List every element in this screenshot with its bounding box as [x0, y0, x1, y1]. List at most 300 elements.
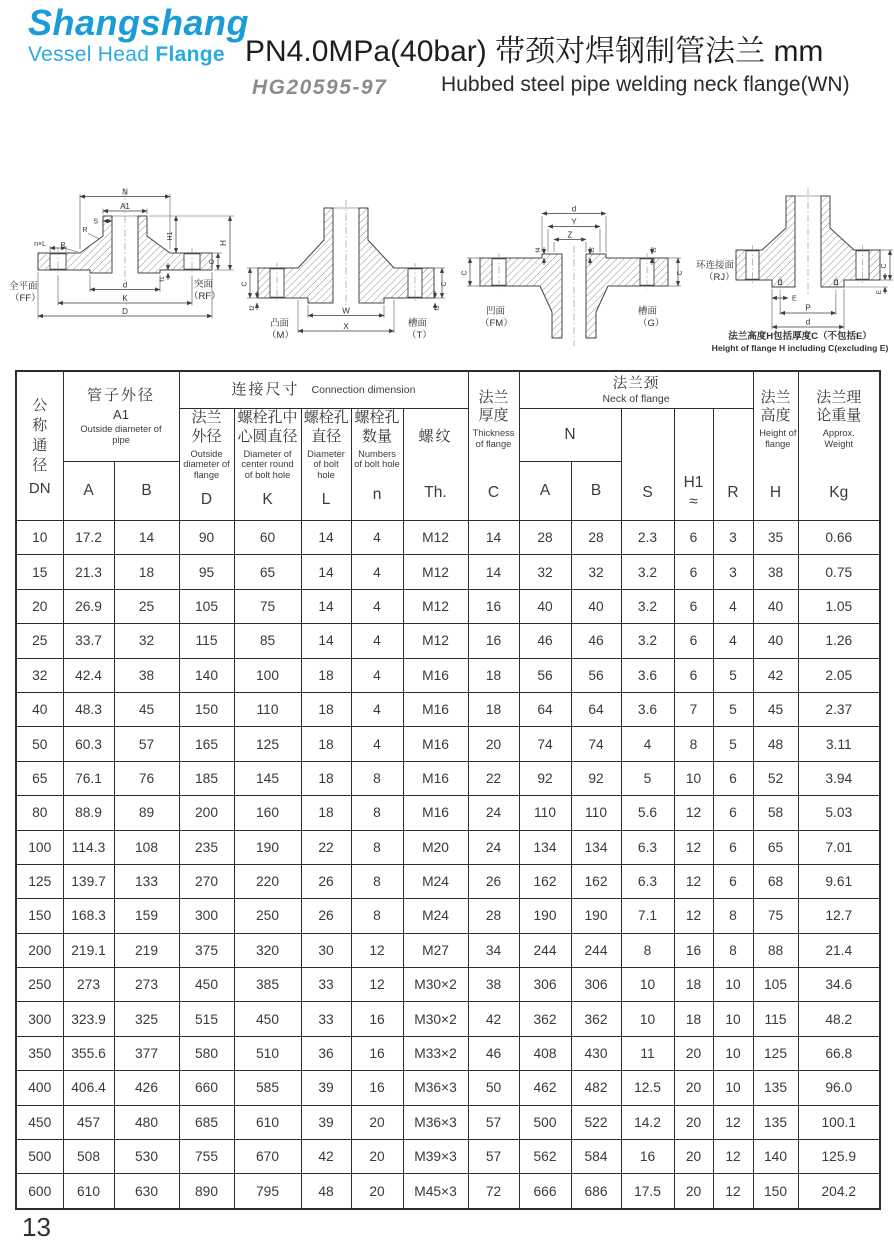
table-cell: 68 — [753, 864, 798, 898]
col-header-bolt-circle — [234, 409, 301, 521]
table-cell: 7 — [674, 692, 713, 726]
face-label-rf-code: （RF） — [189, 291, 221, 302]
table-cell: 50 — [16, 727, 63, 761]
table-cell: 20 — [351, 1140, 403, 1174]
table-cell: 12.7 — [798, 899, 880, 933]
table-cell: 6 — [674, 624, 713, 658]
table-cell: 3.6 — [621, 658, 674, 692]
drawing-rj — [696, 186, 894, 363]
neck-r-symbol: R — [727, 483, 739, 501]
table-cell: 11 — [621, 1036, 674, 1070]
table-cell: 159 — [114, 899, 179, 933]
thickness-symbol: C — [487, 483, 500, 501]
face-label-ff: 全平面 — [9, 281, 38, 292]
table-cell: 10 — [621, 968, 674, 1002]
table-cell: M30×2 — [403, 1002, 468, 1036]
table-row — [16, 796, 880, 830]
table-cell: 36 — [301, 1036, 351, 1070]
table-cell: 18 — [301, 658, 351, 692]
height-label-zh: 法兰高度 — [760, 388, 791, 425]
table-cell: 5.6 — [621, 796, 674, 830]
table-cell: 244 — [519, 933, 571, 967]
table-cell: 580 — [179, 1036, 234, 1070]
table-cell: 273 — [114, 968, 179, 1002]
table-cell: 16 — [674, 933, 713, 967]
table-row — [16, 899, 880, 933]
table-cell: 10 — [621, 1002, 674, 1036]
bolt-circle-symbol: K — [262, 490, 273, 508]
table-cell: 25 — [16, 624, 63, 658]
table-cell: 5 — [713, 658, 753, 692]
table-cell: 168.3 — [63, 899, 114, 933]
table-cell: 16 — [351, 1071, 403, 1105]
table-cell: 16 — [351, 1002, 403, 1036]
table-cell: 32 — [571, 555, 621, 589]
table-cell: 58 — [753, 796, 798, 830]
table-cell: 10 — [713, 1036, 753, 1070]
table-cell: 585 — [234, 1071, 301, 1105]
table-row — [16, 1140, 880, 1174]
table-cell: M16 — [403, 692, 468, 726]
table-cell: 630 — [114, 1174, 179, 1209]
dim-label-Z: Z — [567, 230, 573, 240]
table-cell: 46 — [468, 1036, 519, 1070]
bolt-circle-label-en: Diameter of center round of bolt hole — [241, 448, 294, 480]
table-cell: 562 — [519, 1140, 571, 1174]
table-cell: 5 — [621, 761, 674, 795]
table-cell: 12 — [674, 864, 713, 898]
table-cell: 24 — [468, 830, 519, 864]
col-header-dn — [16, 371, 63, 521]
table-cell: 462 — [519, 1071, 571, 1105]
table-cell: 75 — [234, 589, 301, 623]
table-cell: 48 — [753, 727, 798, 761]
col-header-flange-od — [179, 409, 234, 521]
dim-label-f2: f2 — [249, 305, 256, 311]
table-cell: 56 — [519, 658, 571, 692]
height-symbol: H — [769, 483, 782, 501]
table-cell: 48.3 — [63, 692, 114, 726]
connection-label-en: Connection dimension — [311, 384, 416, 396]
table-cell: 72 — [468, 1174, 519, 1209]
flange-spec-table — [15, 370, 881, 1210]
table-cell: M16 — [403, 761, 468, 795]
weight-symbol: Kg — [829, 483, 849, 501]
table-cell: 362 — [571, 1002, 621, 1036]
table-cell: 45 — [114, 692, 179, 726]
table-cell: 40 — [16, 692, 63, 726]
table-cell: 0.75 — [798, 555, 880, 589]
table-cell: 18 — [114, 555, 179, 589]
table-cell: 508 — [63, 1140, 114, 1174]
dim-label-K: K — [122, 294, 128, 303]
logo-subtitle — [28, 43, 249, 67]
table-cell: 4 — [351, 658, 403, 692]
neck-s-symbol: S — [642, 483, 653, 501]
table-cell: 480 — [114, 1105, 179, 1139]
table-cell: 150 — [16, 899, 63, 933]
table-cell: 220 — [234, 864, 301, 898]
table-cell: 105 — [179, 589, 234, 623]
table-cell: 150 — [753, 1174, 798, 1209]
table-cell: 14 — [468, 555, 519, 589]
table-cell: 18 — [468, 692, 519, 726]
table-cell: 2.37 — [798, 692, 880, 726]
table-cell: 17.5 — [621, 1174, 674, 1209]
dim-label-R: R — [82, 227, 88, 234]
table-cell: 33 — [301, 968, 351, 1002]
table-cell: 140 — [179, 658, 234, 692]
table-cell: 6.3 — [621, 830, 674, 864]
table-cell: 323.9 — [63, 1002, 114, 1036]
table-cell: 18 — [301, 727, 351, 761]
dim-label-C: C — [677, 270, 684, 276]
table-cell: 4 — [351, 521, 403, 555]
table-cell: 65 — [234, 555, 301, 589]
dim-label-C: C — [441, 281, 448, 287]
dim-label-C: C — [881, 263, 888, 269]
table-cell: 8 — [351, 796, 403, 830]
table-cell: 32 — [16, 658, 63, 692]
table-cell: 135 — [753, 1105, 798, 1139]
table-cell: 6 — [674, 658, 713, 692]
table-cell: 16 — [351, 1036, 403, 1070]
table-cell: 6.3 — [621, 864, 674, 898]
table-cell: 57 — [468, 1140, 519, 1174]
table-cell: M12 — [403, 521, 468, 555]
table-cell: 450 — [16, 1105, 63, 1139]
table-cell: M33×2 — [403, 1036, 468, 1070]
dim-label-d: d — [571, 204, 577, 214]
table-cell: 20 — [674, 1071, 713, 1105]
table-cell: 500 — [519, 1105, 571, 1139]
drawing-note-zh: 法兰高度H包括厚度C（不包括E） — [728, 331, 872, 342]
table-cell: 0.66 — [798, 521, 880, 555]
table-cell: M20 — [403, 830, 468, 864]
table-cell: 26 — [301, 864, 351, 898]
table-cell: 685 — [179, 1105, 234, 1139]
dim-label-P: P — [805, 303, 811, 313]
thread-symbol: Th. — [424, 483, 447, 501]
table-cell: 300 — [179, 899, 234, 933]
table-cell: 134 — [519, 830, 571, 864]
table-cell: 10 — [713, 968, 753, 1002]
table-cell: 306 — [519, 968, 571, 1002]
table-cell: 3.2 — [621, 555, 674, 589]
table-cell: 7.1 — [621, 899, 674, 933]
table-cell: 17.2 — [63, 521, 114, 555]
table-cell: 610 — [234, 1105, 301, 1139]
table-cell: 755 — [179, 1140, 234, 1174]
table-cell: 18 — [301, 761, 351, 795]
page-subtitle-en: Hubbed steel pipe welding neck flange(WN) — [441, 73, 850, 96]
table-cell: 150 — [179, 692, 234, 726]
col-header-thread — [403, 409, 468, 521]
table-cell: 24 — [468, 796, 519, 830]
table-cell: 522 — [571, 1105, 621, 1139]
table-cell: 20 — [674, 1140, 713, 1174]
table-cell: 42 — [301, 1140, 351, 1174]
table-cell: 4 — [351, 555, 403, 589]
table-cell: 22 — [468, 761, 519, 795]
table-cell: 80 — [16, 796, 63, 830]
table-cell: 76 — [114, 761, 179, 795]
table-cell: 2.3 — [621, 521, 674, 555]
drawing-wn-ff-rf — [8, 186, 238, 335]
table-cell: 430 — [571, 1036, 621, 1070]
neck-label-zh: 法兰颈 — [612, 375, 660, 392]
table-cell: 20 — [351, 1105, 403, 1139]
table-cell: M39×3 — [403, 1140, 468, 1174]
table-row — [16, 692, 880, 726]
table-cell: 355.6 — [63, 1036, 114, 1070]
table-cell: 8 — [713, 899, 753, 933]
table-cell: 40 — [753, 624, 798, 658]
neck-h1-symbol: H1 — [683, 474, 704, 492]
dim-label-f5: f5 — [651, 247, 658, 253]
dim-label-C: C — [241, 281, 249, 287]
table-cell: 6 — [713, 864, 753, 898]
table-cell: 60.3 — [63, 727, 114, 761]
table-cell: 60 — [234, 521, 301, 555]
table-cell: M16 — [403, 727, 468, 761]
neck-h1-approx: ≈ — [689, 493, 698, 510]
table-cell: 34 — [468, 933, 519, 967]
table-cell: 530 — [114, 1140, 179, 1174]
logo-subtitle-bold: Flange — [155, 42, 225, 66]
table-cell: 16 — [468, 589, 519, 623]
dim-label-D: D — [122, 307, 128, 316]
table-cell: 14 — [301, 624, 351, 658]
table-cell: 8 — [351, 830, 403, 864]
table-cell: 584 — [571, 1140, 621, 1174]
table-cell: 40 — [571, 589, 621, 623]
table-cell: 16 — [468, 624, 519, 658]
table-cell: M16 — [403, 796, 468, 830]
table-cell: 10 — [16, 521, 63, 555]
table-cell: 670 — [234, 1140, 301, 1174]
table-cell: 6 — [674, 589, 713, 623]
dim-label-Y: Y — [571, 217, 577, 227]
table-cell: 12 — [674, 899, 713, 933]
table-cell: M24 — [403, 864, 468, 898]
table-cell: 4 — [351, 589, 403, 623]
drawing-m-t — [238, 196, 453, 353]
table-cell: 6 — [674, 521, 713, 555]
page-title: PN4.0MPa(40bar) 带颈对焊钢制管法兰 mm — [245, 35, 824, 68]
table-cell: 4 — [621, 727, 674, 761]
thread-label-zh: 螺纹 — [418, 428, 453, 446]
table-cell: 1.05 — [798, 589, 880, 623]
table-cell: 20 — [674, 1105, 713, 1139]
dim-label-f5: f5 — [589, 247, 596, 253]
face-label-g-code: （G） — [638, 318, 665, 329]
table-cell: 133 — [114, 864, 179, 898]
col-header-neck-b: B — [571, 462, 621, 521]
table-row — [16, 727, 880, 761]
table-cell: 25 — [114, 589, 179, 623]
table-row — [16, 1071, 880, 1105]
table-cell: 3.94 — [798, 761, 880, 795]
table-cell: 18 — [468, 658, 519, 692]
table-row — [16, 1105, 880, 1139]
bolt-hole-dia-symbol: L — [321, 490, 331, 508]
table-cell: M30×2 — [403, 968, 468, 1002]
table-cell: 115 — [179, 624, 234, 658]
dim-label-C: C — [461, 270, 469, 276]
table-cell: 33 — [301, 1002, 351, 1036]
flange-od-label-zh: 法兰外径 — [191, 409, 222, 445]
table-cell: 8 — [713, 933, 753, 967]
col-header-pipe-od — [63, 371, 179, 462]
table-row — [16, 864, 880, 898]
table-row — [16, 589, 880, 623]
dim-label-W: W — [342, 306, 350, 316]
table-cell: 125 — [753, 1036, 798, 1070]
table-cell: 204.2 — [798, 1174, 880, 1209]
table-cell: 57 — [468, 1105, 519, 1139]
table-cell: M45×3 — [403, 1174, 468, 1209]
col-header-pipe-a: A — [63, 462, 114, 521]
table-cell: 660 — [179, 1071, 234, 1105]
table-cell: 10 — [713, 1071, 753, 1105]
table-cell: 162 — [571, 864, 621, 898]
table-cell: 33.7 — [63, 624, 114, 658]
table-cell: 38 — [114, 658, 179, 692]
table-cell: 39 — [301, 1105, 351, 1139]
table-cell: 89 — [114, 796, 179, 830]
dim-label-f3: f3 — [434, 305, 441, 311]
table-cell: 8 — [351, 761, 403, 795]
face-label-g: 槽面 — [638, 306, 658, 317]
table-cell: 600 — [16, 1174, 63, 1209]
table-cell: 14 — [114, 521, 179, 555]
page-number: 13 — [22, 1212, 51, 1242]
table-cell: 610 — [63, 1174, 114, 1209]
table-cell: 40 — [519, 589, 571, 623]
table-cell: 200 — [179, 796, 234, 830]
table-cell: 20 — [16, 589, 63, 623]
table-row — [16, 1036, 880, 1070]
table-cell: 4 — [351, 624, 403, 658]
table-cell: 100.1 — [798, 1105, 880, 1139]
table-cell: 64 — [519, 692, 571, 726]
table-cell: 14 — [301, 521, 351, 555]
pipe-od-symbol: A1 — [113, 407, 129, 423]
table-cell: 100 — [16, 830, 63, 864]
table-cell: 18 — [301, 796, 351, 830]
table-cell: 134 — [571, 830, 621, 864]
table-cell: 3 — [713, 521, 753, 555]
table-cell: 4 — [351, 692, 403, 726]
table-cell: 26.9 — [63, 589, 114, 623]
table-cell: 3.11 — [798, 727, 880, 761]
table-cell: 2.05 — [798, 658, 880, 692]
table-cell: 115 — [753, 1002, 798, 1036]
bolt-count-label-zh: 螺栓孔数量 — [354, 409, 400, 445]
col-header-neck-h1 — [674, 409, 713, 521]
table-cell: 139.7 — [63, 864, 114, 898]
table-cell: 20 — [674, 1036, 713, 1070]
table-cell: 795 — [234, 1174, 301, 1209]
table-cell: 40 — [753, 589, 798, 623]
dim-label-S: S — [93, 218, 98, 226]
table-cell: 9.61 — [798, 864, 880, 898]
col-header-pipe-b: B — [114, 462, 179, 521]
table-cell: 200 — [16, 933, 63, 967]
col-header-weight — [798, 371, 880, 521]
weight-label-en: Approx. Weight — [822, 428, 855, 449]
table-cell: 1.26 — [798, 624, 880, 658]
table-cell: 30 — [301, 933, 351, 967]
table-cell: 190 — [519, 899, 571, 933]
table-cell: 6 — [713, 796, 753, 830]
flange-od-label-en: Outside diameter of flange — [183, 448, 230, 480]
table-cell: 42 — [468, 1002, 519, 1036]
col-header-neck-a: A — [519, 462, 571, 521]
dim-label-R: R — [60, 242, 66, 249]
drawing-fm-g — [456, 200, 690, 355]
dim-label-f4: f4 — [535, 247, 542, 253]
table-cell: 10 — [674, 761, 713, 795]
table-cell: M36×3 — [403, 1105, 468, 1139]
table-cell: 38 — [468, 968, 519, 1002]
table-cell: 3.6 — [621, 692, 674, 726]
table-cell: 39 — [301, 1071, 351, 1105]
face-label-fm-code: （FM） — [480, 318, 513, 329]
table-cell: 20 — [674, 1174, 713, 1209]
table-cell: 26 — [301, 899, 351, 933]
weight-label-zh: 法兰理论重量 — [816, 388, 862, 425]
table-cell: 65 — [16, 761, 63, 795]
pipe-od-label-zh: 管子外径 — [86, 387, 155, 405]
table-cell: 190 — [571, 899, 621, 933]
col-header-neck-s — [621, 409, 674, 521]
dim-label-E: E — [792, 295, 797, 303]
table-cell: 219 — [114, 933, 179, 967]
table-cell: 12 — [674, 796, 713, 830]
table-cell: 8 — [351, 864, 403, 898]
table-cell: 21.4 — [798, 933, 880, 967]
bolt-circle-label-zh: 螺栓孔中心圆直径 — [237, 409, 298, 445]
table-cell: 110 — [234, 692, 301, 726]
table-cell: 57 — [114, 727, 179, 761]
table-cell: 32 — [114, 624, 179, 658]
table-cell: 350 — [16, 1036, 63, 1070]
table-cell: 4 — [713, 589, 753, 623]
table-cell: 45 — [753, 692, 798, 726]
table-cell: 64 — [571, 692, 621, 726]
dim-label-nxL: n×L — [34, 241, 46, 248]
table-cell: M12 — [403, 589, 468, 623]
face-label-m: 凸面 — [270, 318, 290, 329]
height-label-en: Height of flange — [759, 428, 797, 449]
table-cell: 95 — [179, 555, 234, 589]
table-row — [16, 555, 880, 589]
table-cell: 92 — [519, 761, 571, 795]
table-cell: 135 — [753, 1071, 798, 1105]
dim-label-f1: f1 — [159, 276, 166, 282]
table-cell: 190 — [234, 830, 301, 864]
table-cell: 162 — [519, 864, 571, 898]
table-row — [16, 830, 880, 864]
table-cell: 18 — [674, 1002, 713, 1036]
table-cell: 362 — [519, 1002, 571, 1036]
table-cell: 140 — [753, 1140, 798, 1174]
face-label-t: 槽面 — [408, 318, 428, 329]
table-cell: 12.5 — [621, 1071, 674, 1105]
pipe-od-label-en: Outside diameter of pipe — [80, 424, 162, 445]
